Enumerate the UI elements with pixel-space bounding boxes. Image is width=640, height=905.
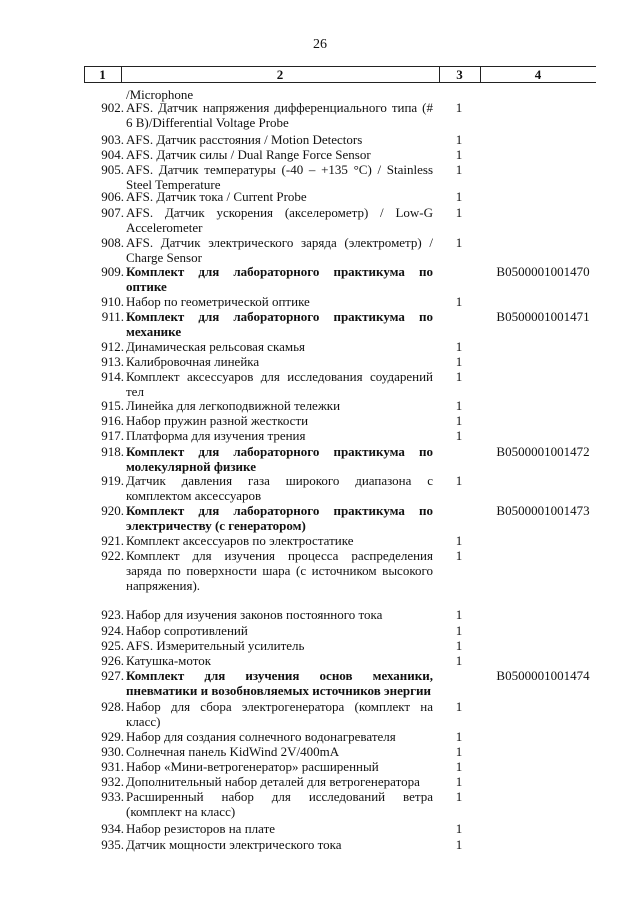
item-description: Расширенный набор для исследований ветра (комплект на класс) xyxy=(126,789,433,819)
item-number: 917. xyxy=(101,428,124,443)
item-number: 923. xyxy=(101,607,124,622)
item-quantity: 1 xyxy=(455,759,463,774)
item-description: Комплект для лабораторного практикума по молекулярной физике xyxy=(126,444,433,474)
item-quantity: 1 xyxy=(455,837,463,852)
item-number: 921. xyxy=(101,533,124,548)
item-description: AFS. Измерительный усилитель xyxy=(126,638,305,653)
item-description: Динамическая рельсовая скамья xyxy=(126,339,305,354)
item-quantity: 1 xyxy=(455,100,463,115)
item-description: Комплект для лабораторного практикума по оптике xyxy=(126,264,433,294)
item-description: Набор для создания солнечного водонагревателя xyxy=(126,729,396,744)
item-number: 930. xyxy=(101,744,124,759)
item-description: AFS. Датчик тока / Current Probe xyxy=(126,189,307,204)
item-quantity: 1 xyxy=(455,189,463,204)
item-quantity: 1 xyxy=(455,205,463,220)
item-quantity: 1 xyxy=(455,162,463,177)
item-number: 924. xyxy=(101,623,124,638)
item-description: Набор сопротивлений xyxy=(126,623,248,638)
item-description: AFS. Датчик ускорения (акселерометр) / Low-G Accelerometer xyxy=(126,205,433,235)
item-number: 926. xyxy=(101,653,124,668)
item-quantity: 1 xyxy=(455,774,463,789)
item-description: AFS. Датчик напряжения дифференциального типа (# 6 В)/Differential Voltage Probe xyxy=(126,100,433,130)
continuation-text: /Microphone xyxy=(126,87,194,102)
item-number: 905. xyxy=(101,162,124,177)
item-number: 922. xyxy=(101,548,124,563)
item-number: 928. xyxy=(101,699,124,714)
inventory-code: B0500001001474 xyxy=(496,668,590,683)
item-number: 919. xyxy=(101,473,124,488)
item-quantity: 1 xyxy=(455,638,463,653)
item-description: Дополнительный набор деталей для ветрогенератора xyxy=(126,774,420,789)
item-number: 927. xyxy=(101,668,124,683)
item-quantity: 1 xyxy=(455,699,463,714)
item-quantity: 1 xyxy=(455,533,463,548)
item-quantity: 1 xyxy=(455,369,463,384)
item-number: 931. xyxy=(101,759,124,774)
item-number: 907. xyxy=(101,205,124,220)
inventory-code: B0500001001471 xyxy=(496,309,590,324)
item-number: 904. xyxy=(101,147,124,162)
item-description: AFS. Датчик расстояния / Motion Detectors xyxy=(126,132,363,147)
item-quantity: 1 xyxy=(455,235,463,250)
item-quantity: 1 xyxy=(455,428,463,443)
page-number: 26 xyxy=(313,37,327,52)
item-description: Катушка-моток xyxy=(126,653,212,668)
item-description: Датчик давления газа широкого диапазона с комплектом аксессуаров xyxy=(126,473,433,503)
item-number: 909. xyxy=(101,264,124,279)
item-number: 906. xyxy=(101,189,124,204)
item-number: 903. xyxy=(101,132,124,147)
header-col-4: 4 xyxy=(534,67,542,82)
item-description: AFS. Датчик силы / Dual Range Force Sensor xyxy=(126,147,371,162)
table-header xyxy=(84,66,596,83)
item-quantity: 1 xyxy=(455,398,463,413)
item-quantity: 1 xyxy=(455,623,463,638)
item-number: 908. xyxy=(101,235,124,250)
item-description: Набор для изучения законов постоянного тока xyxy=(126,607,383,622)
item-number: 913. xyxy=(101,354,124,369)
item-description: Набор по геометрической оптике xyxy=(126,294,310,309)
item-quantity: 1 xyxy=(455,132,463,147)
inventory-code: B0500001001470 xyxy=(496,264,590,279)
header-col-2: 2 xyxy=(276,67,284,82)
item-description: AFS. Датчик температуры (-40 – +135 °С) / Stainless Steel Temperature xyxy=(126,162,433,192)
item-number: 935. xyxy=(101,837,124,852)
item-description: Датчик мощности электрического тока xyxy=(126,837,342,852)
header-col-3: 3 xyxy=(456,67,463,82)
item-description: Калибровочная линейка xyxy=(126,354,260,369)
header-col-1: 1 xyxy=(99,67,106,82)
item-description: Платформа для изучения трения xyxy=(126,428,306,443)
item-number: 933. xyxy=(101,789,124,804)
item-quantity: 1 xyxy=(455,473,463,488)
item-quantity: 1 xyxy=(455,294,463,309)
item-quantity: 1 xyxy=(455,744,463,759)
item-description: Набор «Мини-ветрогенератор» расширенный xyxy=(126,759,379,774)
item-number: 918. xyxy=(101,444,124,459)
item-description: Комплект для изучения процесса распределения заряда по поверхности шара (с источником высокого напряжения). xyxy=(126,548,433,593)
item-quantity: 1 xyxy=(455,607,463,622)
inventory-code: B0500001001472 xyxy=(496,444,590,459)
item-description: Комплект для лабораторного практикума по электричеству (с генератором) xyxy=(126,503,433,533)
item-number: 910. xyxy=(101,294,124,309)
header-bottom-rule xyxy=(84,82,596,83)
item-description: Комплект аксессуаров для исследования соударений тел xyxy=(126,369,433,399)
item-number: 916. xyxy=(101,413,124,428)
item-number: 902. xyxy=(101,100,124,115)
item-quantity: 1 xyxy=(455,729,463,744)
item-number: 929. xyxy=(101,729,124,744)
item-number: 912. xyxy=(101,339,124,354)
item-description: Набор для сбора электрогенератора (комплект на класс) xyxy=(126,699,433,729)
item-description: Комплект для лабораторного практикума по механике xyxy=(126,309,433,339)
item-description: Набор пружин разной жесткости xyxy=(126,413,309,428)
item-number: 934. xyxy=(101,821,124,836)
item-quantity: 1 xyxy=(455,147,463,162)
item-quantity: 1 xyxy=(455,548,463,563)
item-quantity: 1 xyxy=(455,789,463,804)
item-number: 920. xyxy=(101,503,124,518)
item-number: 915. xyxy=(101,398,124,413)
item-description: AFS. Датчик электрического заряда (электрометр) / Charge Sensor xyxy=(126,235,433,265)
item-quantity: 1 xyxy=(455,339,463,354)
item-number: 914. xyxy=(101,369,124,384)
item-number: 932. xyxy=(101,774,124,789)
item-description: Солнечная панель KidWind 2V/400mA xyxy=(126,744,340,759)
item-description: Комплект для изучения основ механики, пневматики и возобновляемых источников энергии xyxy=(126,668,433,698)
item-quantity: 1 xyxy=(455,821,463,836)
item-description: Комплект аксессуаров по электростатике xyxy=(126,533,354,548)
item-quantity: 1 xyxy=(455,413,463,428)
item-quantity: 1 xyxy=(455,653,463,668)
item-description: Линейка для легкоподвижной тележки xyxy=(126,398,341,413)
item-description: Набор резисторов на плате xyxy=(126,821,276,836)
item-quantity: 1 xyxy=(455,354,463,369)
item-number: 911. xyxy=(101,309,124,324)
inventory-code: B0500001001473 xyxy=(496,503,590,518)
item-number: 925. xyxy=(101,638,124,653)
